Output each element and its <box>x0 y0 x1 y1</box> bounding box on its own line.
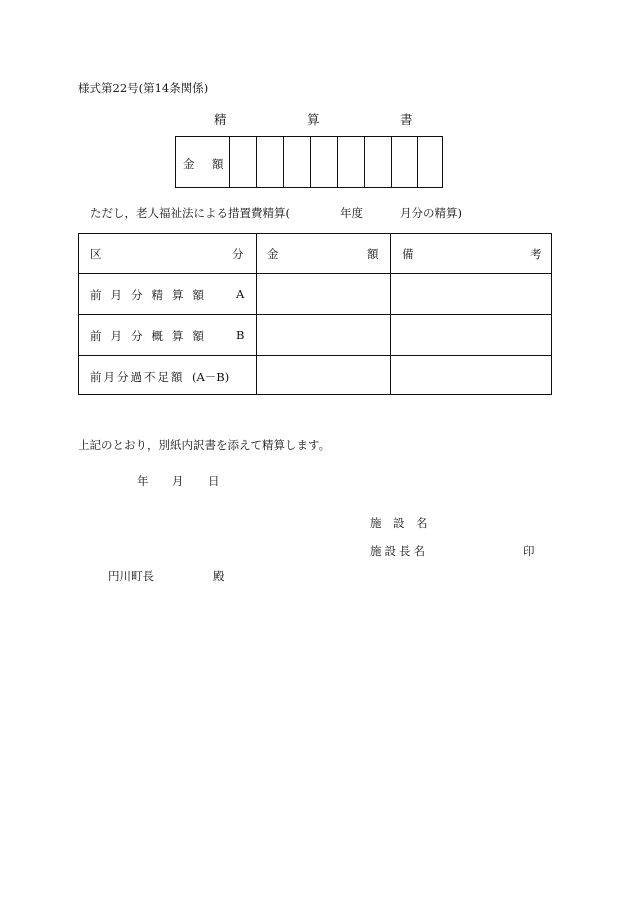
title-char-3: 書 <box>400 112 413 127</box>
statement: 上記のとおり，別紙内訳書を添えて精算します。 <box>78 438 331 452</box>
digit-cell[interactable] <box>230 137 257 187</box>
digit-cell[interactable] <box>257 137 284 187</box>
remarks-cell[interactable] <box>391 315 551 355</box>
title-char-1: 精 <box>214 112 227 127</box>
settlement-table <box>78 233 552 395</box>
amount-cell[interactable] <box>257 356 390 395</box>
facility-head-label: 施設長名 <box>370 544 428 558</box>
amount-label-char-1: 金 <box>183 157 195 171</box>
date-month: 月 <box>172 474 184 488</box>
digit-cell[interactable] <box>392 137 418 187</box>
note-year-label: 年度 <box>340 206 363 220</box>
title-char-2: 算 <box>307 112 320 127</box>
addressee-honorific: 殿 <box>213 569 225 583</box>
amount-label-char-2: 額 <box>212 157 224 171</box>
row-label-diff: 前月分過不足額 <box>90 370 185 384</box>
digit-cell[interactable] <box>311 137 338 187</box>
amount-box-label <box>176 137 230 187</box>
header-amount-right: 額 <box>367 247 379 261</box>
note-month-label: 月分の精算) <box>400 206 462 220</box>
digit-cell[interactable] <box>284 137 311 187</box>
digit-cell[interactable] <box>365 137 392 187</box>
form-number: 様式第22号(第14条関係) <box>78 81 209 95</box>
header-remarks-right: 考 <box>530 247 542 261</box>
row-suffix-b: B <box>236 328 245 342</box>
seal-mark: 印 <box>523 544 535 558</box>
date-day: 日 <box>208 474 220 488</box>
remarks-cell[interactable] <box>391 356 551 395</box>
header-amount-left: 金 <box>267 247 279 261</box>
digit-cell[interactable] <box>338 137 365 187</box>
row-label-a: 前月分精算額 <box>90 288 213 302</box>
header-category-left: 区 <box>90 247 102 261</box>
addressee-name: 円川町長 <box>108 569 154 583</box>
amount-cell[interactable] <box>257 315 390 355</box>
amount-cell[interactable] <box>257 274 390 314</box>
header-remarks-left: 備 <box>402 247 414 261</box>
row-suffix-a: A <box>236 287 245 301</box>
date-year: 年 <box>137 474 149 488</box>
facility-name-label: 施 設 名 <box>370 516 428 530</box>
header-category-right: 分 <box>232 247 244 261</box>
amount-box <box>175 136 443 188</box>
row-label-b: 前月分概算額 <box>90 329 213 343</box>
row-suffix-diff: (A－B) <box>192 370 230 384</box>
note-prefix: ただし，老人福祉法による措置費精算( <box>90 206 290 220</box>
remarks-cell[interactable] <box>391 274 551 314</box>
